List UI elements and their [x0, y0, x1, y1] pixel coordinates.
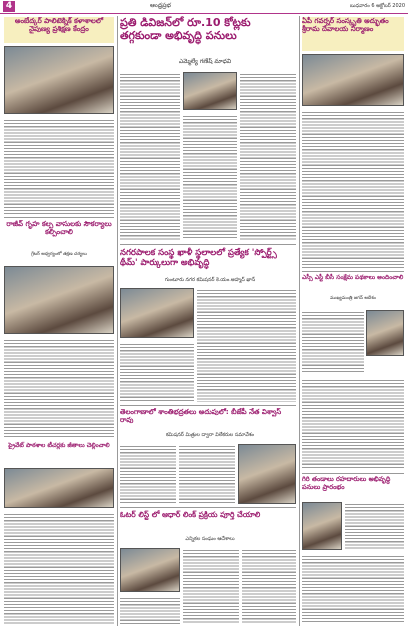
main-photo-small	[183, 72, 237, 110]
divider	[120, 405, 296, 406]
right-mid-article-2	[302, 378, 404, 470]
main-byline: ఎమ్మెల్యే గణేష్ మాధవి	[178, 58, 232, 65]
main-lower2-photo	[238, 444, 296, 504]
right-mid-subhead: ముఖ్యమంత్రి జగన్ ఆదేశం	[330, 296, 376, 301]
page-header	[0, 0, 408, 14]
column-rule	[299, 16, 300, 626]
main-lower-article-1	[120, 342, 194, 402]
divider	[302, 473, 404, 474]
left-article-body-2	[4, 338, 114, 438]
left-headline-2: రాజీవ్ గృహ కల్ప వాసులకు సౌకర్యాలు కల్పించాలి	[6, 220, 112, 237]
column-rule	[117, 16, 118, 626]
right-article-body	[302, 110, 404, 268]
right-bottom-headline: గిరి తండాలు రహదారులు అభివృద్ధి పనులు ప్రారంభం	[302, 475, 391, 491]
right-mid-photo	[366, 310, 404, 356]
main-bottom-article-2	[183, 548, 239, 624]
main-bottom-photo	[120, 548, 180, 592]
main-lower-headline: నగరపాలక సంస్థ ఖాళీ స్థలాలలో ప్రత్యేక 'స్పోర్ట్స్ థీమ్' పార్కులుగా అభివృద్ధి	[120, 248, 277, 269]
main-lower2-article-2	[179, 444, 235, 504]
main-lower2-byline: కమిషనర్ మిత్రుల ద్వారా విలేకరుల సమావేశం	[165, 432, 255, 438]
main-lower2-article-1	[120, 444, 176, 504]
left-photo	[4, 46, 114, 114]
left-article-body-3	[4, 512, 114, 624]
main-article-col-2	[183, 114, 237, 240]
main-lower2-headline: తెలంగాణాలో శాంతిభద్రతలు అదుపులో: బీజేపీ నేత విశ్వాస్ రావు	[120, 408, 282, 425]
main-article-col-1	[120, 72, 180, 240]
main-bottom-headline: ఓటర్ లిస్ట్ లో ఆధార్ లింక్ ప్రక్రియ పూర్తి చేయాలి	[120, 510, 261, 519]
main-bottom-byline: ఎన్నికల సంఘం ఆదేశాలు	[185, 536, 235, 542]
divider	[4, 217, 114, 218]
left-subhead-2: గ్రేటర్ ఆధ్వర్యంలో తక్షణ చర్యలు	[31, 252, 87, 257]
divider	[120, 507, 296, 508]
left-article-body	[4, 118, 114, 214]
right-bottom-photo	[302, 502, 342, 550]
right-bottom-article-2	[302, 554, 404, 624]
right-photo	[302, 54, 404, 106]
main-bottom-article-3	[242, 548, 296, 624]
divider	[302, 271, 404, 272]
main-headline: ప్రతి డివిజన్‌లో రూ.10 కోట్లకు తగ్గకుండా అభివృద్ధి పనులు	[120, 16, 251, 43]
main-bottom-article-1	[120, 596, 180, 624]
left-subhead-3: ప్రైవేట్ పాఠశాల టీచర్లకు జీతాలు చెల్లించాలి	[8, 442, 110, 449]
main-article-col-3	[240, 72, 296, 240]
left-photo-2	[4, 266, 114, 334]
right-bottom-article-1	[345, 502, 404, 550]
divider	[120, 244, 296, 245]
page-number: 4	[3, 1, 15, 12]
dateline: బుధవారం 6 అక్టోబర్ 2020	[350, 3, 405, 9]
main-lower-byline: గుంటూరు నగర కమిషనర్ కె.యం.అహ్మద్ ఖాన్	[164, 277, 256, 283]
main-lower-article-2	[197, 288, 296, 402]
right-headline: ఏపీ గవర్నర్ సంస్కృతి అద్భుతం శ్రీరామ దేవాలయ నిర్మాణం	[302, 17, 404, 51]
main-lower-photo	[120, 288, 194, 338]
masthead: ఆంధ్రప్రభ	[150, 2, 171, 9]
right-mid-headline: ఎస్సీ ఎస్టీ బీసీ సంక్షేమ పథకాలు అందించాలి	[302, 274, 404, 281]
left-photo-3	[4, 468, 114, 508]
right-mid-article	[302, 310, 364, 374]
left-headline: అంబేద్కర్ పాలిటెక్నిక్ కళాశాలలో నైపుణ్య ప్రశిక్షణ కేంద్రం	[4, 17, 114, 43]
